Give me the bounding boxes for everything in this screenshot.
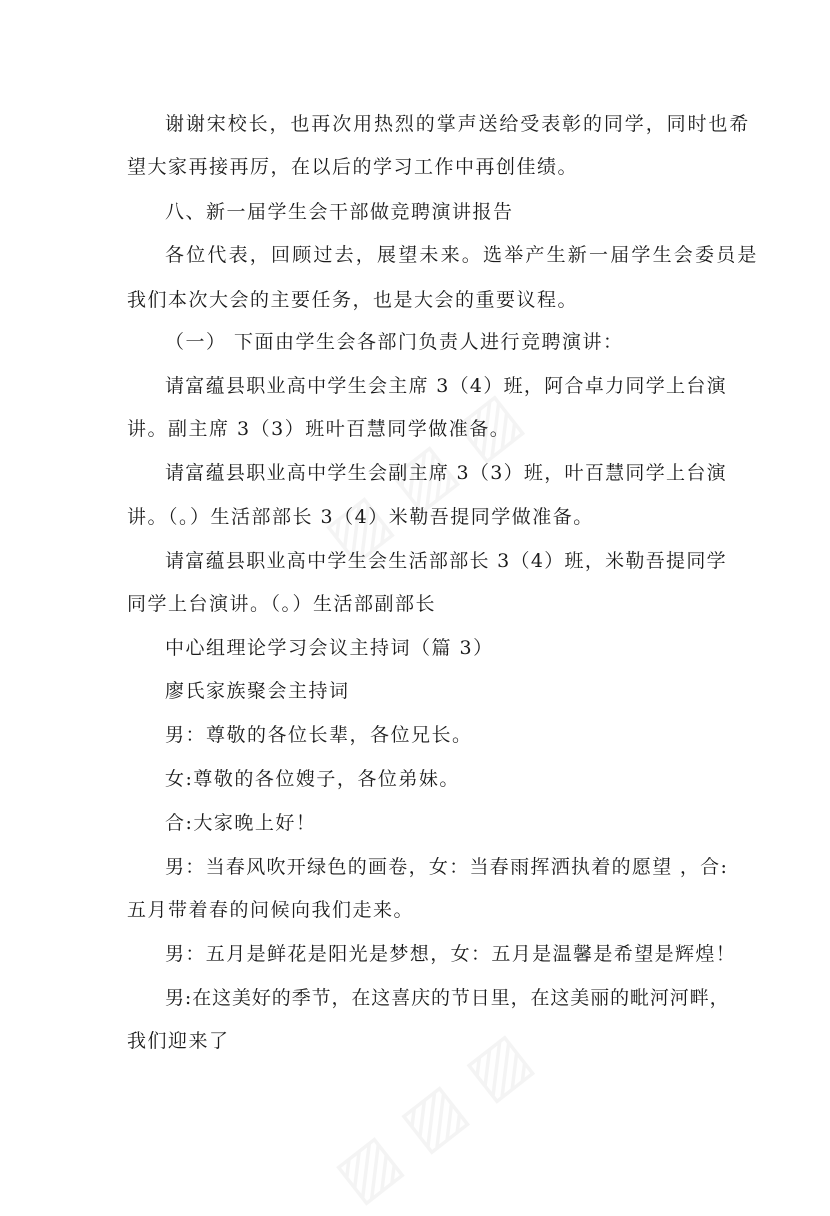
paragraph-line: 我们本次大会的主要任务，也是大会的重要议程。 xyxy=(127,289,579,311)
dialogue-line: 合:大家晚上好！ xyxy=(165,812,317,834)
paragraph-line: 请富蕴县职业高中学生会副主席 3（3）班，叶百慧同学上台演 xyxy=(165,462,727,484)
watermark-graphic xyxy=(321,1018,545,1215)
paragraph-line: 请富蕴县职业高中学生会主席 3（4）班，阿合卓力同学上台演 xyxy=(165,375,727,397)
dialogue-line: 女:尊敬的各位嫂子，各位弟妹。 xyxy=(165,768,460,790)
dialogue-line: 男：当春风吹开绿色的画卷，女：当春雨挥洒执着的愿望 ，合: xyxy=(165,856,729,878)
dialogue-line: 男:在这美好的季节，在这喜庆的节日里，在这美丽的毗河河畔， xyxy=(165,987,730,1009)
paragraph-line: 谢谢宋校长，也再次用热烈的掌声送给受表彰的同学，同时也希 xyxy=(165,113,751,135)
paragraph-line: 讲。（。）生活部部长 3（4）米勒吾提同学做准备。 xyxy=(127,506,594,528)
dialogue-line: 男：尊敬的各位长辈，各位兄长。 xyxy=(165,724,473,746)
paragraph-line: 请富蕴县职业高中学生会生活部部长 3（4）班，米勒吾提同学 xyxy=(165,550,727,572)
paragraph-line: 讲。副主席 3（3）班叶百慧同学做准备。 xyxy=(127,418,511,440)
article-title: 中心组理论学习会议主持词（篇 3） xyxy=(165,637,494,659)
article-subtitle: 廖氏家族聚会主持词 xyxy=(165,680,350,702)
dialogue-line: 我们迎来了 xyxy=(127,1030,230,1052)
paragraph-line: 望大家再接再厉，在以后的学习工作中再创佳绩。 xyxy=(127,156,579,178)
paragraph-line: 各位代表，回顾过去，展望未来。选举产生新一届学生会委员是 xyxy=(165,244,759,266)
dialogue-line: 男：五月是鲜花是阳光是梦想，女：五月是温馨是希望是辉煌！ xyxy=(165,943,737,965)
section-heading: 八、新一届学生会干部做竞聘演讲报告 xyxy=(165,201,514,223)
dialogue-line: 五月带着春的问候向我们走来。 xyxy=(127,899,415,921)
paragraph-line: 同学上台演讲。（。）生活部副部长 xyxy=(127,593,437,615)
subsection-heading: （一） 下面由学生会各部门负责人进行竞聘演讲： xyxy=(165,331,624,353)
